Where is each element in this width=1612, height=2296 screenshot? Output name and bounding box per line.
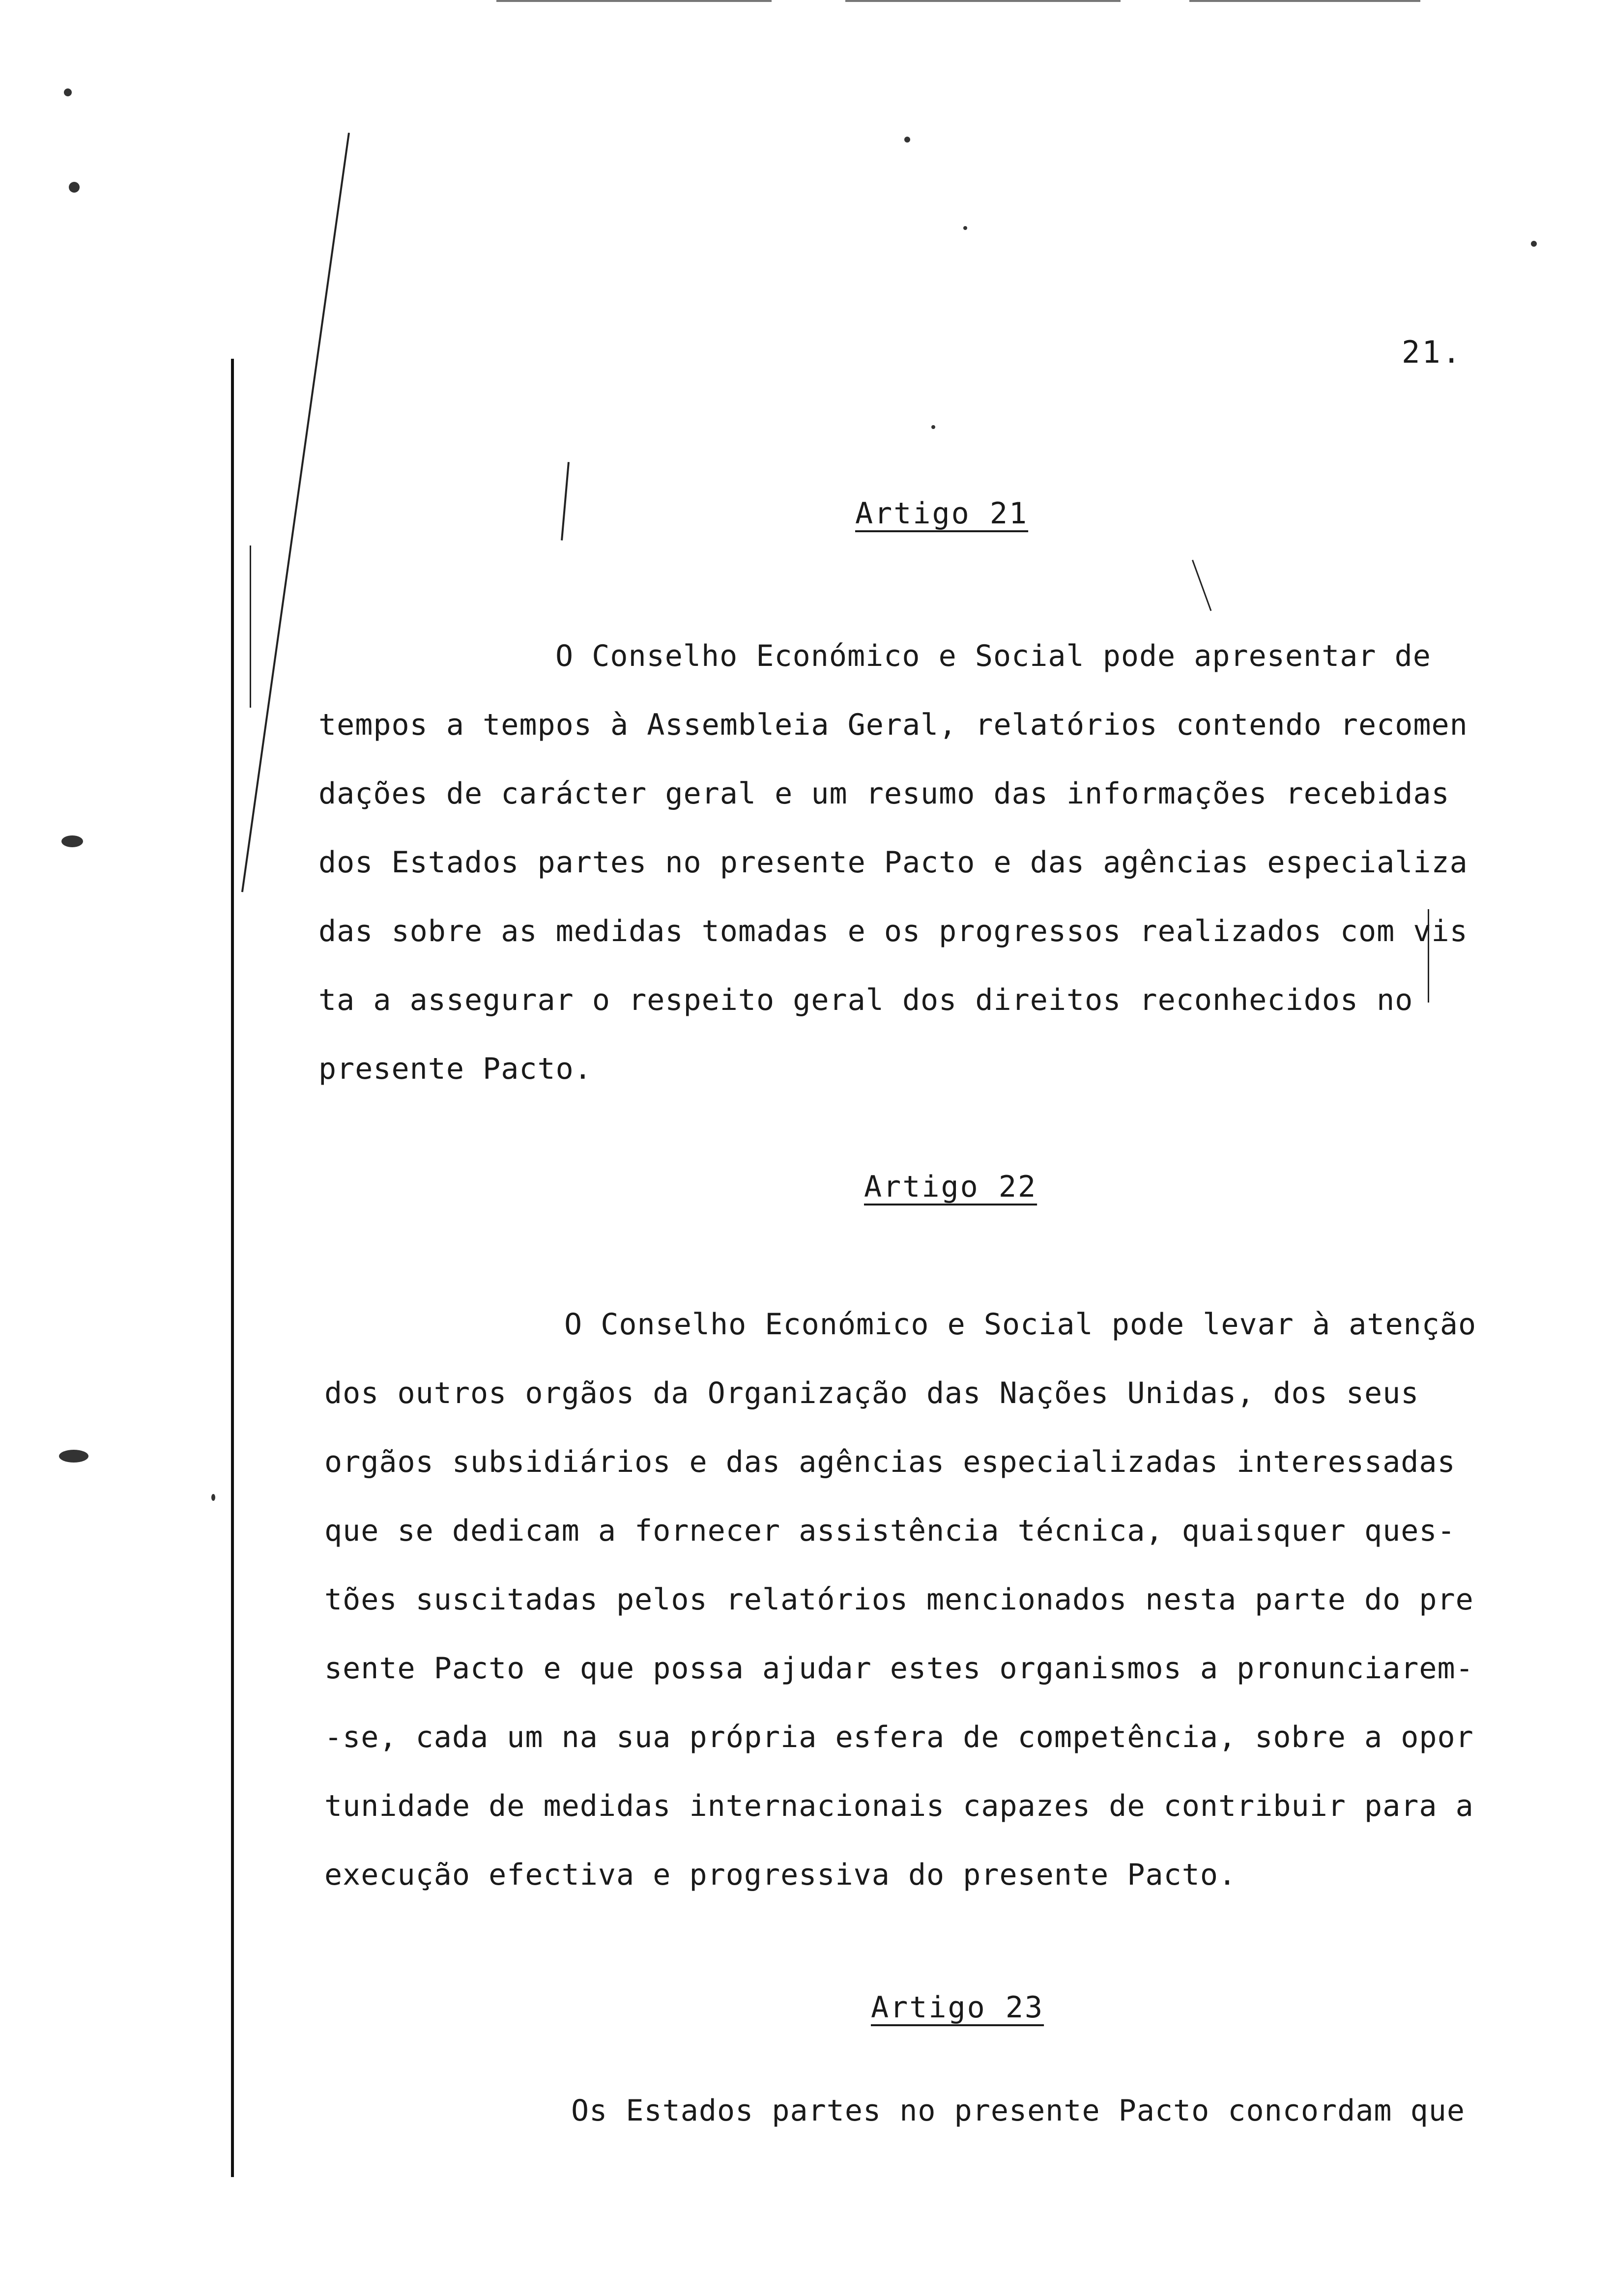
page-number: 21. — [1402, 334, 1463, 370]
scan-speck — [963, 226, 967, 230]
article-heading: Artigo 23 — [871, 1990, 1044, 2025]
text-line: que se dedicam a fornecer assistência técnica, quaisquer ques- — [324, 1514, 1456, 1548]
text-line: orgãos subsidiários e das agências especializadas interessadas — [324, 1445, 1456, 1479]
text-line: O Conselho Económico e Social pode levar à atenção — [564, 1307, 1477, 1342]
text-line: execução efectiva e progressiva do presente Pacto. — [324, 1858, 1237, 1892]
pen-stroke — [1192, 560, 1211, 611]
text-line: Os Estados partes no presente Pacto concordam que — [571, 2094, 1466, 2128]
article-heading: Artigo 22 — [864, 1170, 1037, 1204]
text-line: dos outros orgãos da Organização das Nações Unidas, dos seus — [324, 1376, 1419, 1410]
text-line: tempos a tempos à Assembleia Geral, relatórios contendo recomen — [318, 708, 1468, 742]
scan-edge-line — [496, 0, 772, 2]
article-heading: Artigo 21 — [855, 496, 1029, 531]
text-line: dos Estados partes no presente Pacto e das agências especializa — [318, 845, 1468, 880]
pen-stroke — [250, 545, 251, 708]
margin-rule — [231, 359, 234, 2177]
text-line: O Conselho Económico e Social pode apresentar de — [555, 639, 1431, 673]
scan-speck — [69, 182, 80, 193]
text-line: tões suscitadas pelos relatórios mencionados nesta parte do pre — [324, 1582, 1474, 1617]
scan-speck — [1531, 241, 1537, 247]
text-line: presente Pacto. — [318, 1052, 592, 1086]
scan-edge-line — [845, 0, 1121, 2]
text-line: -se, cada um na sua própria esfera de competência, sobre a opor — [324, 1720, 1474, 1754]
scan-speck — [59, 1450, 88, 1463]
pen-stroke — [561, 462, 570, 541]
text-line: das sobre as medidas tomadas e os progressos realizados com vis — [318, 914, 1468, 948]
text-line: tunidade de medidas internacionais capazes de contribuir para a — [324, 1789, 1474, 1823]
scan-edge-line — [1189, 0, 1420, 2]
scan-speck — [904, 137, 910, 143]
text-line: dações de carácter geral e um resumo das informações recebidas — [318, 776, 1450, 811]
scan-speck — [61, 835, 83, 847]
text-line: ta a assegurar o respeito geral dos direitos reconhecidos no — [318, 983, 1413, 1017]
scan-speck — [931, 425, 935, 429]
scan-speck — [64, 88, 72, 96]
scan-speck — [211, 1494, 215, 1501]
text-line: sente Pacto e que possa ajudar estes organismos a pronunciarem- — [324, 1651, 1474, 1686]
